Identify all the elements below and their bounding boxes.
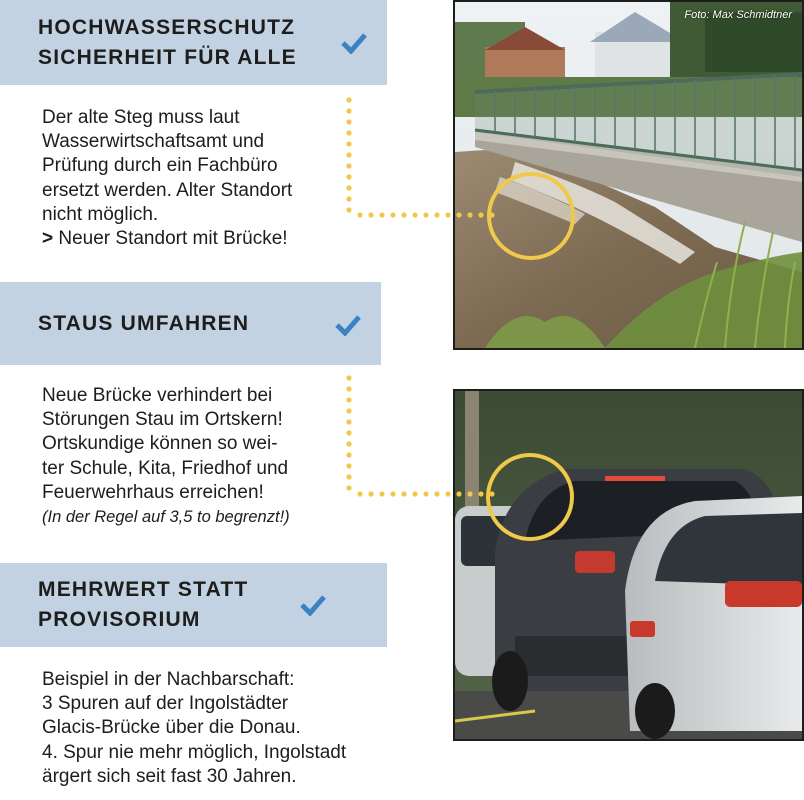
traffic-jam-photo	[453, 389, 804, 741]
checkmark-icon	[300, 594, 326, 616]
section-2-body: Neue Brücke verhindert bei Störungen Stau im Ortskern! Ortskundige können so wei- ter Schule, Kita, Friedhof und Feuerwehrhaus erreichen! (In der Regel auf 3,5 to begrenzt!)	[42, 384, 290, 529]
section-1-banner	[0, 0, 387, 85]
section-2-title: STAUS UMFAHREN	[38, 311, 250, 335]
photo-credit: Foto: Max Schmidtner	[684, 9, 792, 21]
section-1-emphasis: > Neuer Standort mit Brücke!	[42, 228, 288, 250]
section-1-title: HOCHWASSERSCHUTZ SICHERHEIT FÜR ALLE	[38, 15, 297, 69]
section-3-title: MEHRWERT STATT PROVISORIUM	[38, 578, 249, 631]
section-2-banner	[0, 282, 381, 365]
section-1-body: Der alte Steg muss laut Wasserwirtschaftsamt und Prüfung durch ein Fachbüro ersetzt werden. Alter Standort nicht möglich. > Neuer Standort mit Brücke!	[42, 106, 292, 251]
river-bridge-illustration	[455, 2, 802, 348]
section-3-banner	[0, 563, 387, 647]
checkmark-icon	[335, 314, 361, 336]
section-2-note: (In der Regel auf 3,5 to begrenzt!)	[42, 508, 290, 527]
section-3-body: Beispiel in der Nachbarschaft: 3 Spuren auf der Ingolstädter Glacis-Brücke über die Donau. 4. Spur nie mehr möglich, Ingolstadt ärgert sich seit fast 30 Jahren.	[42, 669, 347, 787]
traffic-jam-illustration	[455, 391, 802, 739]
checkmark-icon	[341, 32, 367, 54]
river-bridge-photo	[453, 0, 804, 350]
